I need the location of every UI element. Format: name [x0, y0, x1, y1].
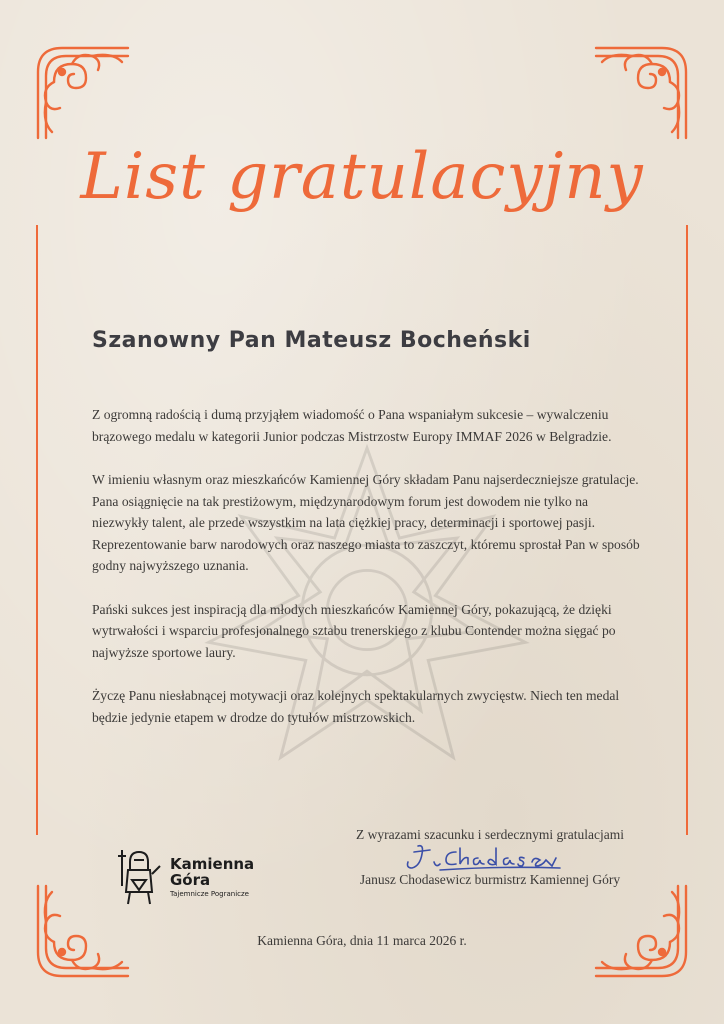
- logo-name-line1: Kamienna: [170, 855, 255, 873]
- signer-name: Janusz Chodasewicz burmistrz Kamiennej Góry: [359, 872, 621, 887]
- handwritten-signature: [400, 840, 570, 874]
- city-logo: [116, 846, 276, 906]
- logo-tagline: Tajemnicze Pogranicze: [170, 890, 249, 898]
- logo-name: [170, 856, 254, 888]
- body-paragraph-1: Z ogromną radością i dumą przyjąłem wiadomość o Pana wspaniałym sukcesie – wywalczeniu brązowego medalu w kategorii Junior podczas Mistrzostw Europy IMMAF 2026 w Belgradzie.: [92, 407, 612, 444]
- knight-logo-icon: [116, 846, 162, 906]
- place-and-date: Kamienna Góra, dnia 11 marca 2026 r.: [257, 933, 467, 948]
- body-paragraph-2: W imieniu własnym oraz mieszkańców Kamiennej Góry składam Panu najserdeczniejsze gratulacje. Pana osiągnięcie na tak prestiżowym, międzynarodowym forum jest dowodem nie tylko na niezwykły talent, ale przede wszystkim na lata ciężkiej pracy, determinacji i sportowej pasji. Reprezentowanie barw narodowych oraz naszego miasta to zaszczyt, któremu sprostał Pan w sposób godny najwyższego uznania.: [92, 472, 640, 573]
- ornament-corner-top-right: [592, 42, 692, 142]
- addressee-heading: Szanowny Pan Mateusz Bocheński: [92, 328, 531, 353]
- ornament-corner-bottom-right: [592, 882, 692, 982]
- border-line-right: [686, 225, 688, 835]
- logo-name-line2: Góra: [170, 871, 211, 889]
- body-paragraph-4: Życzę Panu niesłabnącej motywacji oraz kolejnych spektakularnych zwycięstw. Niech ten medal będzie jedynie etapem w drodze do tytułów mistrzowskich.: [92, 688, 620, 725]
- closing-line: Z wyrazami szacunku i serdecznymi gratulacjami: [355, 827, 624, 842]
- body-paragraph-3: Pański sukces jest inspiracją dla młodych mieszkańców Kamiennej Góry, pokazującą, że dzięki wytrwałości i wsparciu profesjonalnego sztabu trenerskiego z klubu Contender można sięgać po najwyższe sportowe laury.: [92, 601, 616, 660]
- letter-title: List gratulacyjny: [80, 140, 644, 214]
- border-line-left: [36, 225, 38, 835]
- ornament-corner-top-left: [32, 42, 132, 142]
- letter-body: [92, 404, 640, 750]
